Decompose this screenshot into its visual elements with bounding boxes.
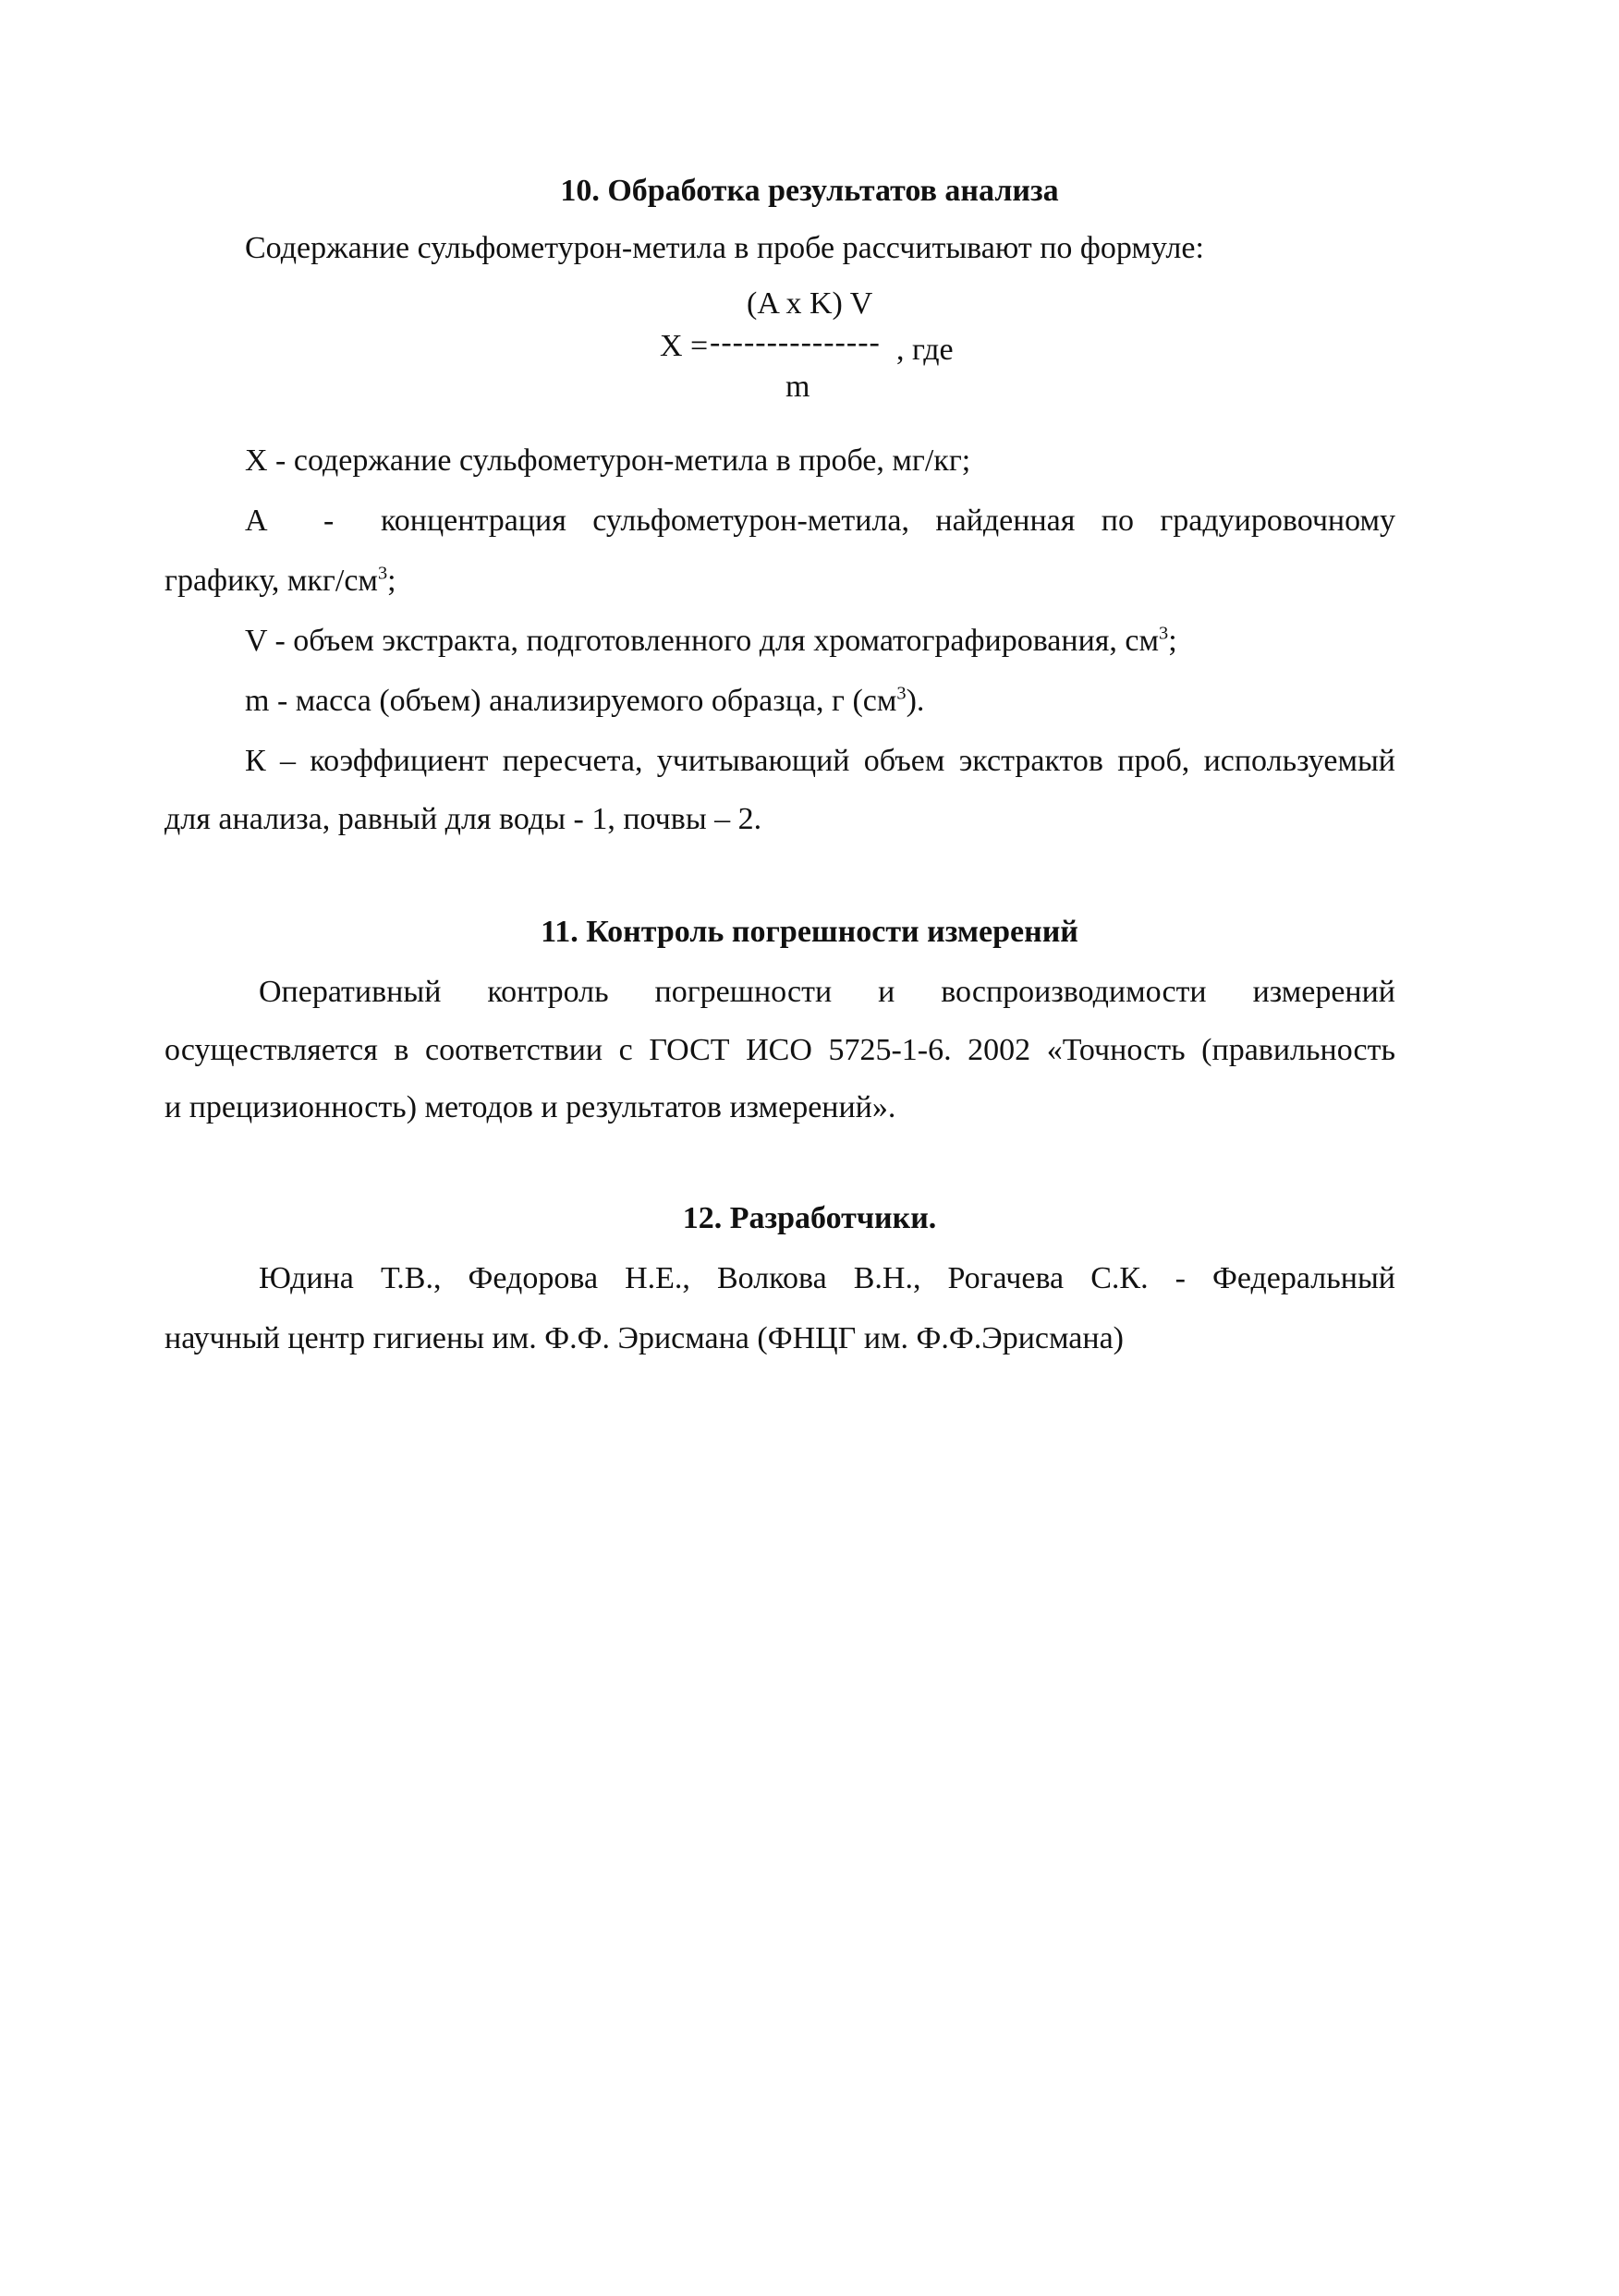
formula-lhs: X = xyxy=(660,329,709,363)
formula-denominator: m xyxy=(785,370,810,404)
section-12-line2: научный центр гигиены им. Ф.Ф. Эрисмана (ФНЦГ им. Ф.Ф.Эрисмана) xyxy=(164,1321,1124,1355)
section-11-line2: осуществляется в соответствии с ГОСТ ИСО 5725-1-6. 2002 «Точность (правильность xyxy=(164,1033,1395,1067)
section-12-heading: 12. Разработчики. xyxy=(682,1201,937,1235)
section-12-line1: Юдина Т.В., Федорова Н.Е., Волкова В.Н., Рогачева С.К. - Федеральный xyxy=(259,1261,1395,1295)
definition-k-line1: К – коэффициент пересчета, учитывающий объем экстрактов проб, используемый xyxy=(245,744,1395,778)
section-10-intro: Содержание сульфометурон-метила в пробе рассчитывают по формуле: xyxy=(245,231,1204,265)
definition-a-line2: графику, мкг/$см^3$; xyxy=(164,563,396,598)
definition-m: m - масса (объем) анализируемого образца, г $(см^3)$. xyxy=(245,683,925,718)
formula-suffix: , где xyxy=(896,333,954,367)
formula-fraction-line: --------------- xyxy=(710,325,881,359)
section-10-heading: 10. Обработка результатов анализа xyxy=(560,174,1059,208)
definition-x: X - содержание сульфометурон-метила в пробе, мг/кг; xyxy=(245,443,971,478)
section-11-line3: и прецизионность) методов и результатов измерений». xyxy=(164,1090,896,1124)
section-11-heading: 11. Контроль погрешности измерений xyxy=(541,915,1078,949)
definition-v: V - объем экстракта, подготовленного для хроматографирования, $см^3$; xyxy=(245,623,1177,658)
formula-numerator: (A x K) V xyxy=(747,286,873,321)
definition-a-text: концентрация сульфометурон-метила, найденная по градуировочному xyxy=(381,504,1395,538)
section-11-line1: Оперативный контроль погрешности и воспроизводимости измерений xyxy=(259,975,1395,1009)
definition-a-symbol: A xyxy=(245,504,268,538)
definition-k-line2: для анализа, равный для воды - 1, почвы – 2. xyxy=(164,802,762,836)
definition-a-dash: - xyxy=(323,504,335,538)
